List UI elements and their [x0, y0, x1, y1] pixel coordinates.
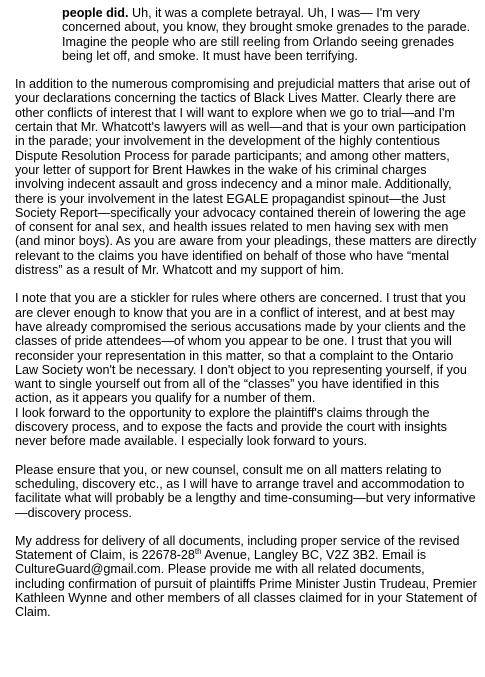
paragraph-stickler: I note that you are a stickler for rules where others are concerned. I trust that you are clever enough to know that you are in a conflict of interest, and at best may have already compromised the serious accusations made by your clients and the classes of pride attendees—of whom you appear to be one. I trust that you will reconsider your representation in this matter, so that a complaint to the Ontario Law Society won't be necessary. I don't object to you representing yourself, if you want to single yourself out from all of the “classes” you have identified in this action, as it appears you qualify for a number of them. — [15, 291, 467, 406]
address-ordinal-suffix: th — [194, 546, 202, 556]
quote-text: Uh, it was a complete betrayal. Uh, I was— I'm very concerned about, you know, they brought smoke grenades to the parade. Imagine the people who are still reeling from Orlando seeing grenades being let off, and smoke. It must have been terrifying. — [62, 6, 471, 63]
block-quote — [15, 6, 477, 63]
paragraph-address — [15, 534, 477, 620]
address-text-end: Avenue, Langley BC, V2Z 3B2. Email is CultureGuard@gmail.com. Please provide me with all related documents, including confirmation of pursuit of plaintiffs Prime Minister Justin Trudeau, Premier Kathleen Wynne and other members of all classes claimed for in your Statement of Claim. — [15, 548, 477, 620]
quote-emphasis: people did. — [62, 6, 129, 20]
paragraph-conflicts: In addition to the numerous compromising and prejudicial matters that arise out of your declarations concerning the tactics of Black Lives Matter. Clearly there are other conflicts of interest that I will want to explore when we go to trial—and I'm certain that Mr. Whatcott's lawyers will as well—and that is your own participation in the parade; your involvement in the development of the highly contentious Dispute Resolution Process for parade participants; and among other matters, your letter of support for Brent Hawkes in the wake of his criminal charges involving indecent assault and gross indecency and a minor male. Additionally, there is your involvement in the latest EGALE propagandist spinout—the Just Society Report—specifically your advocacy contained therein of lowering the age of consent for anal sex, and health issues related to men having sex with men (and minor boys). As you are aware from your pleadings, these matters are directly relevant to the claims you have identified on behalf of those who have “mental distress” as a result of Mr. Whatcott and my support of him. — [15, 77, 477, 278]
paragraph-discovery-outlook: I look forward to the opportunity to explore the plaintiff's claims through the discovery process, and to expose the facts and provide the court with insights never before made available. I especially look forward to yours. — [15, 405, 447, 449]
address-text-start: My address for delivery of all documents, including proper service of the revised Statement of Claim, is 22678-28 — [15, 533, 460, 563]
paragraph-scheduling: Please ensure that you, or new counsel, consult me on all matters relating to scheduling, discovery etc., as I will have to arrange travel and accommodation to facilitate what will probably be a lengthy and time-consuming—but very informative—discovery process. — [15, 462, 476, 520]
